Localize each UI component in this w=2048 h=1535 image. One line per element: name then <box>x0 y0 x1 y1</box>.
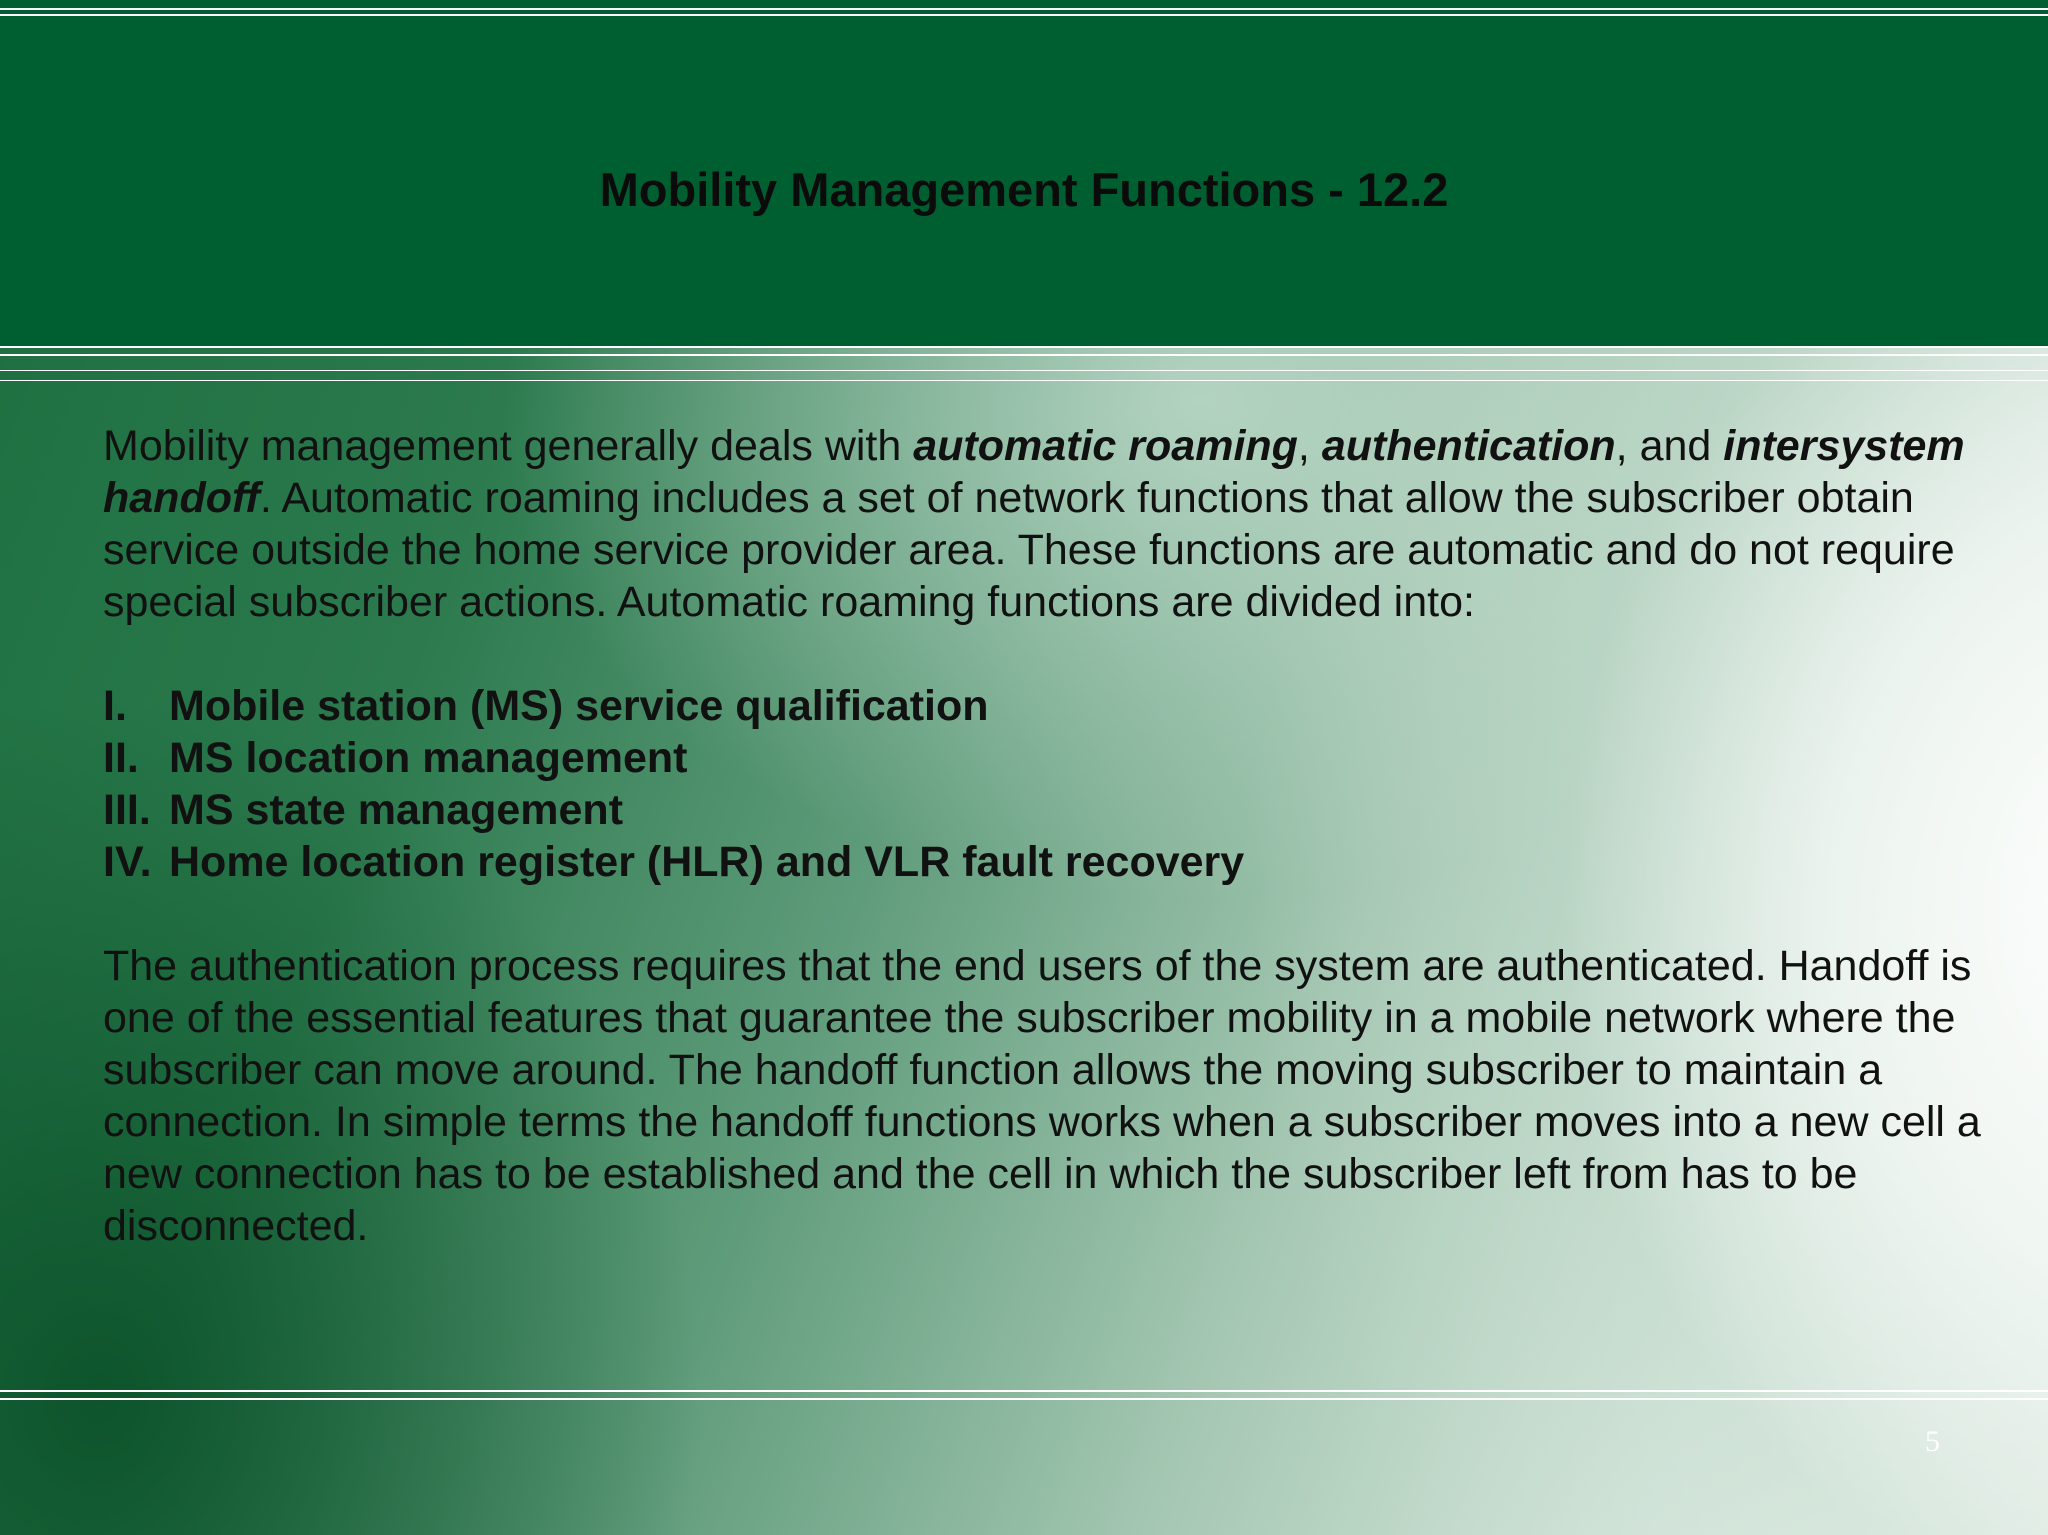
top-rule-1 <box>0 8 2048 10</box>
list-item <box>103 836 1983 888</box>
slide-body <box>103 420 1983 1252</box>
keyword-authentication: authentication <box>1321 422 1616 470</box>
footer-rule-1 <box>0 1390 2048 1392</box>
top-rule-2 <box>0 14 2048 16</box>
list-text: MS state management <box>169 786 624 834</box>
spacer <box>103 888 1983 940</box>
list-number: III. <box>103 786 151 834</box>
slide-title: Mobility Management Functions - 12.2 <box>599 163 1449 216</box>
list-item <box>103 784 1983 836</box>
header-rule-3 <box>0 370 2048 371</box>
list-number: I. <box>103 682 127 730</box>
intro-text-1: Mobility management generally deals with <box>103 422 914 470</box>
keyword-intersystem-handoff: intersystem handoff <box>103 422 1965 522</box>
list-number: IV. <box>103 838 152 886</box>
intro-paragraph <box>103 420 1983 628</box>
spacer <box>103 628 1983 680</box>
intro-text-4: . Automatic roaming includes a set of network functions that allow the subscriber obtain service outside the home service provider area. These functions are automatic and do not require special subscriber actions. Automatic roaming functions are divided into: <box>103 474 1955 626</box>
list-text: Home location register (HLR) and VLR fault recovery <box>169 838 1245 886</box>
list-text: MS location management <box>169 734 688 782</box>
footer-rule-2 <box>0 1398 2048 1400</box>
list-text: Mobile station (MS) service qualification <box>169 682 989 730</box>
page-number: 5 <box>1925 1425 1940 1458</box>
list-number: II. <box>103 734 139 782</box>
intro-text-3: , and <box>1615 422 1724 470</box>
list-item <box>103 680 1983 732</box>
closing-paragraph: The authentication process requires that the end users of the system are authenticated. Handoff is one of the essential features that guarantee the subscriber mobility in a mobile network where the subscriber can move around. The handoff function allows the moving subscriber to maintain a connection. In simple terms the handoff functions works when a subscriber moves into a new cell a new connection has to be established and the cell in which the subscriber left from has to be disconnected. <box>103 942 1981 1250</box>
list-item <box>103 732 1983 784</box>
keyword-automatic-roaming: automatic roaming <box>913 422 1298 470</box>
intro-text-2: , <box>1297 422 1322 470</box>
header-rule-4 <box>0 380 2048 381</box>
header-rule-2 <box>0 354 2048 356</box>
header-rule-1 <box>0 346 2048 348</box>
